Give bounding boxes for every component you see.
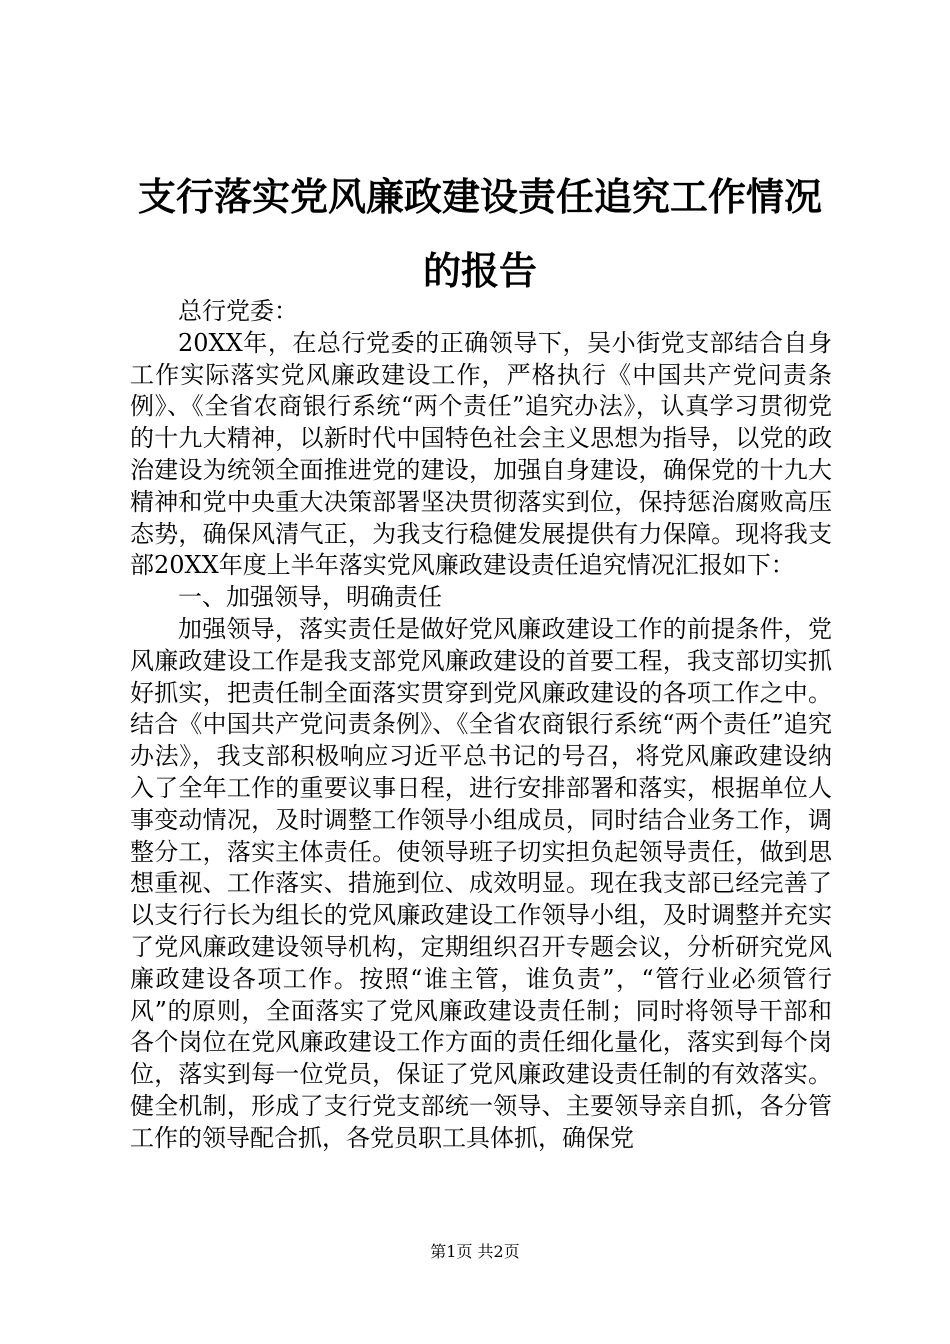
page-number: 第1页 共2页 [430,1242,520,1261]
section-heading: 一、加强领导，明确责任 [178,583,442,612]
document-title: 支行落实党风廉政建设责任追究工作情况的报告 [137,174,822,293]
salutation: 总行党委： [178,297,298,325]
paragraph: 20XX年，在总行党委的正确领导下，吴小街党支部结合自身工作实际落实党风廉政建设工作，严格执行《中国共产党问责条例》、《全省农商银行系统“两个责任”追究办法》，认真学习贯彻党的十九大精神，以新时代中国特色社会主义思想为指导，以党的政治建设为统领全面推进党的建设，加强自身建设，确保党的十九大精神和党中央重大决策部署坚决贯彻落实到位，保持惩治腐败高压态势，确保风清气正，为我支行稳健发展提供有力保障。现将我支部20XX年度上半年落实党风廉政建设责任追究情况汇报如下： [130,328,832,580]
paragraph: 加强领导，落实责任是做好党风廉政建设工作的前提条件，党风廉政建设工作是我支部党风廉政建设的首要工程，我支部切实抓好抓实，把责任制全面落实贯穿到党风廉政建设的各项工作之中。结合《中国共产党问责条例》、《全省农商银行系统“两个责任”追究办法》，我支部积极响应习近平总书记的号召，将党风廉政建设纳入了全年工作的重要议事日程，进行安排部署和落实，根据单位人事变动情况，及时调整工作领导小组成员，同时结合业务工作，调整分工，落实主体责任。使领导班子切实担负起领导责任，做到思想重视、工作落实、措施到位、成效明显。现在我支部已经完善了以支行行长为组长的党风廉政建设工作领导小组，及时调整并充实了党风廉政建设领导机构，定期组织召开专题会议，分析研究党风廉政建设各项工作。按照“谁主管，谁负责”，“管行业必须管行风”的原则，全面落实了党风廉政建设责任制；同时将领导干部和各个岗位在党风廉政建设工作方面的责任细化量化，落实到每个岗位，落实到每一位党员，保证了党风廉政建设责任制的有效落实。健全机制，形成了支行党支部统一领导、主要领导亲自抓，各分管工作的领导配合抓，各党员职工具体抓，确保党 [130,614,832,1152]
document-body [130,296,832,1155]
